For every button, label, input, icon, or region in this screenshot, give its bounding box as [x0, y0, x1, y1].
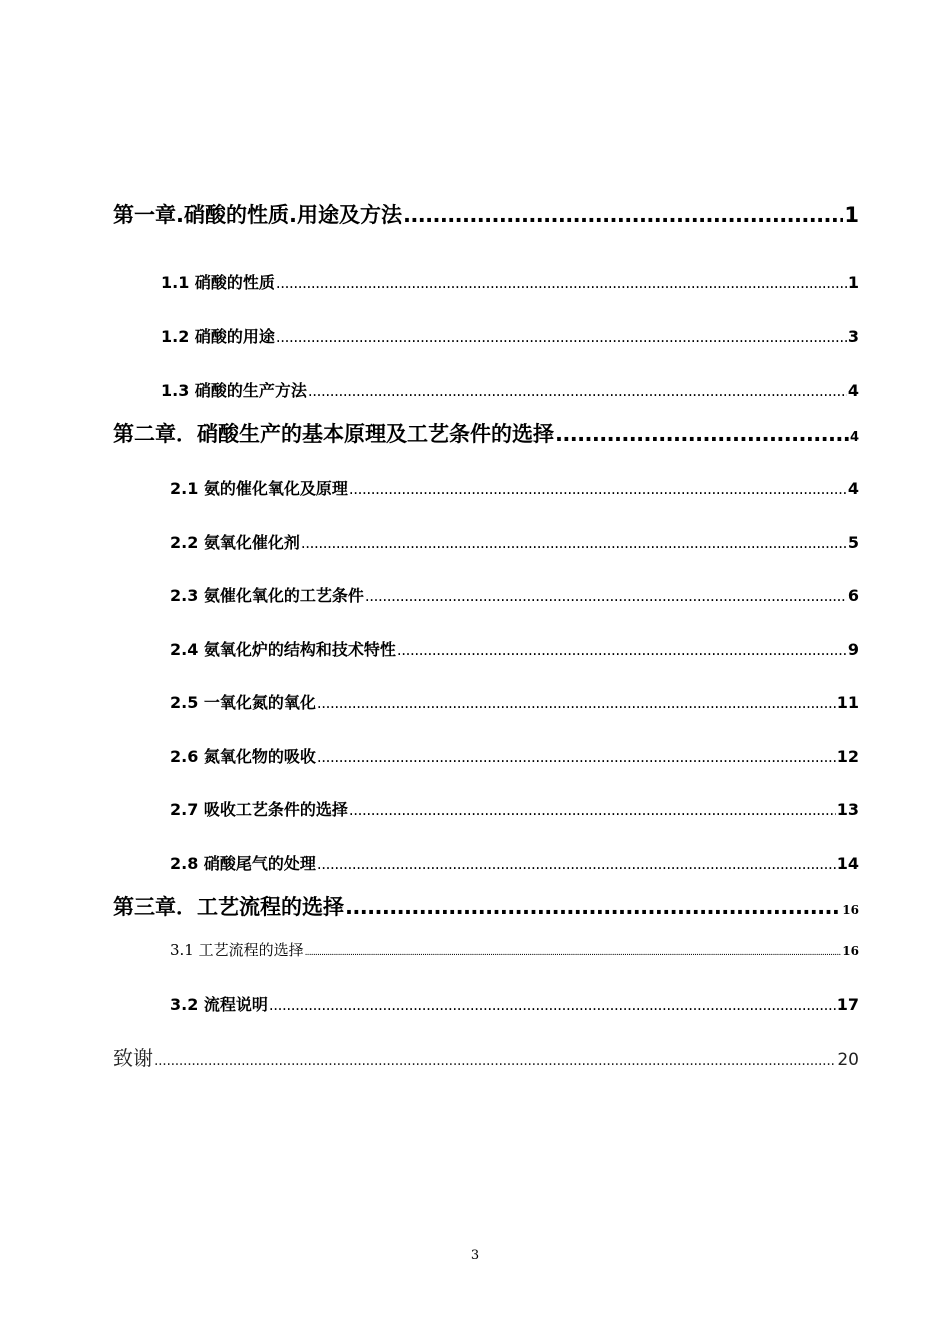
- toc-leader-dots: [305, 948, 842, 958]
- toc-entry-page: 1: [847, 273, 859, 292]
- toc-entry-section-2-4[interactable]: [170, 637, 859, 661]
- toc-entry-section-3-1[interactable]: [170, 939, 859, 963]
- toc-leader-dots: [555, 422, 849, 446]
- toc-entry-title: 3.1 工艺流程的选择: [170, 941, 304, 959]
- toc-entry-title: 3.2 流程说明: [170, 995, 268, 1014]
- toc-entry-page: 4: [849, 430, 859, 445]
- toc-entry-title: 第三章．工艺流程的选择: [113, 895, 344, 919]
- toc-entry-page: 6: [847, 586, 859, 605]
- toc-entry-section-2-2[interactable]: [170, 530, 859, 554]
- toc-entry-page: 1: [844, 203, 859, 227]
- toc-leader-dots: [365, 587, 847, 605]
- toc-entry-section-1-2[interactable]: [161, 324, 859, 348]
- toc-entry-page: 3: [847, 327, 859, 346]
- toc-leader-dots: [397, 641, 847, 659]
- toc-entry-chapter-2[interactable]: [113, 418, 859, 450]
- toc-entry-title: 2.6 氮氧化物的吸收: [170, 747, 316, 766]
- toc-entry-section-2-5[interactable]: [170, 690, 859, 714]
- footer-page-number: 3: [470, 1248, 480, 1263]
- toc-entry-title: 2.4 氨氧化炉的结构和技术特性: [170, 640, 396, 659]
- toc-entry-page: 14: [836, 854, 859, 873]
- toc-entry-title: 致谢: [113, 1046, 153, 1070]
- toc-leader-dots: [317, 855, 836, 873]
- toc-leader-dots: [276, 274, 847, 292]
- toc-entry-page: 9: [847, 640, 859, 659]
- toc-entry-title: 第二章．硝酸生产的基本原理及工艺条件的选择: [113, 422, 554, 446]
- toc-entry-acknowledgements[interactable]: [113, 1042, 859, 1072]
- toc-leader-dots: [269, 996, 836, 1014]
- toc-leader-dots: [308, 382, 847, 400]
- toc-entry-section-2-7[interactable]: [170, 797, 859, 821]
- toc-entry-section-3-2[interactable]: [170, 992, 859, 1016]
- toc-entry-page: 4: [847, 479, 859, 498]
- toc-entry-page: 16: [842, 944, 859, 958]
- toc-entry-page: 12: [836, 747, 859, 766]
- toc-leader-dots: [349, 801, 836, 819]
- toc-entry-page: 5: [847, 533, 859, 552]
- toc-entry-page: 4: [847, 381, 859, 400]
- toc-entry-page: 11: [836, 693, 859, 712]
- toc-entry-section-1-1[interactable]: [161, 270, 859, 294]
- toc-entry-chapter-3[interactable]: [113, 891, 859, 923]
- toc-entry-page: 16: [842, 903, 859, 917]
- toc-entry-section-2-3[interactable]: [170, 583, 859, 607]
- toc-leader-dots: [317, 694, 836, 712]
- toc-entry-title: 2.2 氨氧化催化剂: [170, 533, 300, 552]
- toc-entry-section-2-8[interactable]: [170, 851, 859, 875]
- toc-entry-title: 2.7 吸收工艺条件的选择: [170, 800, 348, 819]
- toc-leader-dots: [154, 1053, 836, 1069]
- toc-entry-section-2-6[interactable]: [170, 744, 859, 768]
- toc-leader-dots: [317, 748, 836, 766]
- toc-entry-section-2-1[interactable]: [170, 476, 859, 500]
- toc-entry-title: 2.5 一氧化氮的氧化: [170, 693, 316, 712]
- toc-entry-chapter-1[interactable]: [113, 199, 859, 231]
- toc-entry-section-1-3[interactable]: [161, 378, 859, 402]
- toc-entry-title: 2.8 硝酸尾气的处理: [170, 854, 316, 873]
- toc-entry-title: 1.3 硝酸的生产方法: [161, 381, 307, 400]
- toc-entry-title: 1.2 硝酸的用途: [161, 327, 275, 346]
- toc-entry-page: 17: [836, 995, 859, 1014]
- toc-entry-title: 第一章.硝酸的性质.用途及方法: [113, 203, 402, 227]
- toc-leader-dots: [349, 480, 847, 498]
- toc-leader-dots: [276, 328, 847, 346]
- toc-entry-title: 2.1 氨的催化氧化及原理: [170, 479, 348, 498]
- toc-leader-dots: [301, 534, 847, 552]
- toc-entry-title: 1.1 硝酸的性质: [161, 273, 275, 292]
- toc-leader-dots: [345, 895, 841, 919]
- toc-entry-page: 20: [837, 1050, 859, 1070]
- toc-entry-title: 2.3 氨催化氧化的工艺条件: [170, 586, 364, 605]
- toc-entry-page: 13: [836, 800, 859, 819]
- toc-leader-dots: [403, 203, 843, 227]
